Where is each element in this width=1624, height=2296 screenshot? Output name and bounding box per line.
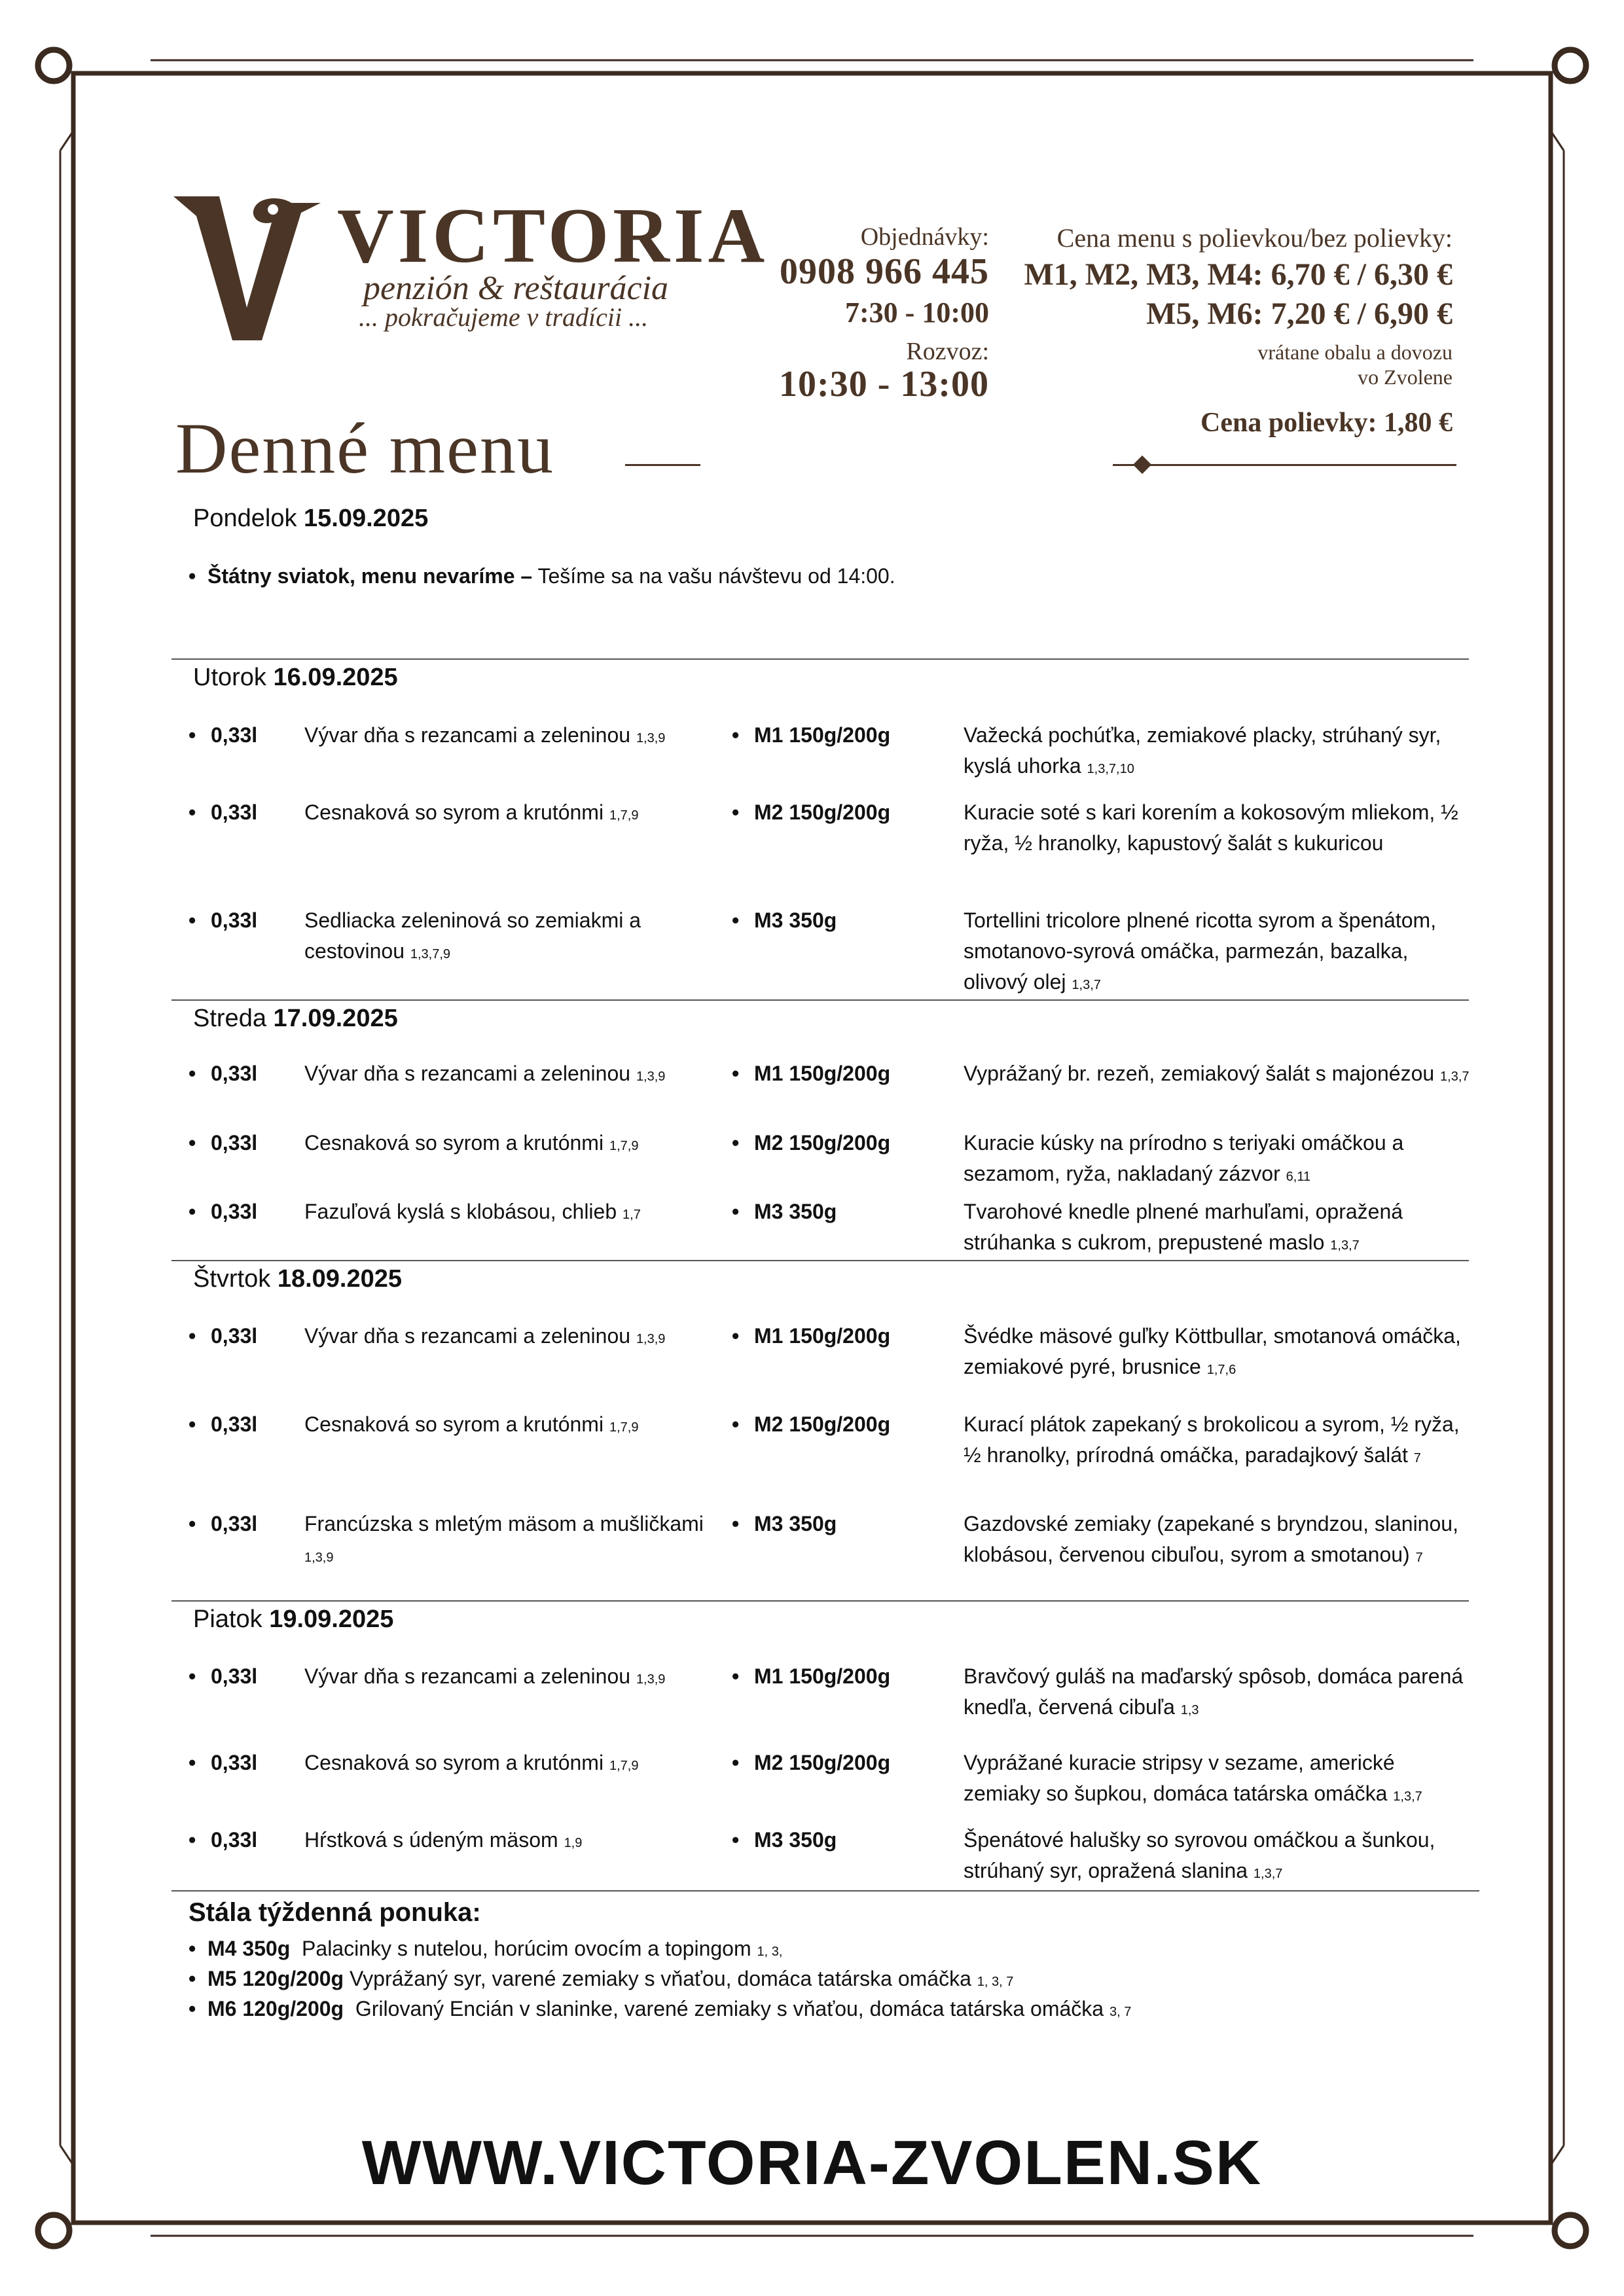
meal-description: Važecká pochúťka, zemiakové placky, strúhaný syr, kyslá uhorka 1,3,7,10 bbox=[964, 723, 1441, 778]
victoria-logo-icon bbox=[173, 196, 321, 340]
meal-code: M1 150g/200g bbox=[754, 1062, 891, 1085]
soup-name: Vývar dňa s rezancami a zeleninou 1,3,9 bbox=[304, 1664, 666, 1688]
meal-description: Kuracie kúsky na prírodno s teriyaki omáčkou a sezamom, ryža, nakladaný zázvor 6,11 bbox=[964, 1131, 1404, 1185]
soup-volume: 0,33l bbox=[211, 1664, 258, 1688]
weekly-item: • M4 350g Palacinky s nutelou, horúcim ovocím a topingom 1, 3, bbox=[189, 1937, 783, 1960]
brand-tagline: ... pokračujeme v tradícii ... bbox=[359, 302, 649, 332]
day-heading-tuesday bbox=[193, 663, 398, 693]
soup-volume: 0,33l bbox=[211, 1062, 258, 1085]
divider bbox=[171, 999, 1469, 1001]
order-phone: 0908 966 445 bbox=[780, 251, 989, 292]
meal-code: M2 150g/200g bbox=[754, 1131, 891, 1155]
order-label: Objednávky: bbox=[860, 223, 989, 251]
meal-description: Tvarohové knedle plnené marhuľami, opražená strúhanka s cukrom, prepustené maslo 1,3,7 bbox=[964, 1200, 1403, 1254]
weekly-item-code: M4 350g bbox=[207, 1937, 291, 1960]
soup-name: Cesnaková so syrom a krutónmi 1,7,9 bbox=[304, 800, 639, 824]
meal-description: Kurací plátok zapekaný s brokolicou a syrom, ½ ryža, ½ hranolky, prírodná omáčka, paradajkový šalát 7 bbox=[964, 1412, 1460, 1467]
day-date: 19.09.2025 bbox=[269, 1605, 394, 1633]
holiday-notice-bold: Štátny sviatok, menu nevaríme – bbox=[207, 564, 533, 588]
title-divider bbox=[625, 464, 700, 466]
soup-name: Cesnaková so syrom a krutónmi 1,7,9 bbox=[304, 1751, 639, 1774]
day-date: 17.09.2025 bbox=[273, 1005, 398, 1032]
soup-volume: 0,33l bbox=[211, 1131, 258, 1155]
meal-code: M3 350g bbox=[754, 1828, 837, 1852]
divider bbox=[171, 1600, 1469, 1602]
holiday-notice-text: Tešíme sa na vašu návštevu od 14:00. bbox=[532, 564, 895, 588]
soup-volume: 0,33l bbox=[211, 1828, 258, 1852]
weekly-item-text: Vyprážaný syr, varené zemiaky s vňaťou, domáca tatárska omáčka bbox=[344, 1967, 971, 1990]
soup-name: Francúzska s mletým mäsom a mušličkami 1,3,9 bbox=[304, 1512, 704, 1565]
meal-code: M3 350g bbox=[754, 1512, 837, 1535]
day-name: Piatok bbox=[193, 1605, 262, 1633]
weekly-item-text: Palacinky s nutelou, horúcim ovocím a topingom bbox=[290, 1937, 751, 1960]
divider bbox=[171, 1890, 1479, 1892]
meal-description: Švédke mäsové guľky Köttbullar, smotanová omáčka, zemiakové pyré, brusnice 1,7,6 bbox=[964, 1324, 1461, 1378]
soup-volume: 0,33l bbox=[211, 1324, 258, 1348]
brand-name: VICTORIA bbox=[337, 192, 769, 279]
weekly-offer-title: Stála týždenná ponuka: bbox=[189, 1898, 481, 1927]
day-date: 15.09.2025 bbox=[304, 505, 429, 532]
meal-code: M1 150g/200g bbox=[754, 723, 891, 747]
divider bbox=[171, 658, 1469, 660]
brand-subtitle: penzión & reštaurácia bbox=[363, 270, 669, 307]
day-heading-wednesday bbox=[193, 1004, 398, 1034]
soup-name: Vývar dňa s rezancami a zeleninou 1,3,9 bbox=[304, 723, 666, 747]
day-heading-monday bbox=[193, 504, 428, 534]
price-line-m1-m4: M1, M2, M3, M4: 6,70 € / 6,30 € bbox=[1024, 257, 1453, 292]
meal-description: Vyprážaný br. rezeň, zemiakový šalát s majonézou 1,3,7 bbox=[964, 1062, 1470, 1085]
meal-code: M2 150g/200g bbox=[754, 800, 891, 824]
weekly-item: • M6 120g/200g Grilovaný Encián v slaninke, varené zemiaky s vňaťou, domáca tatárska omáčka 3, 7 bbox=[189, 1997, 1132, 2020]
meal-code: M1 150g/200g bbox=[754, 1324, 891, 1348]
meal-code: M2 150g/200g bbox=[754, 1412, 891, 1436]
day-date: 16.09.2025 bbox=[273, 664, 398, 691]
meal-description: Gazdovské zemiaky (zapekané s bryndzou, slaninou, klobásou, červenou cibuľou, syrom a smotanou) 7 bbox=[964, 1512, 1458, 1566]
day-heading-friday bbox=[193, 1605, 393, 1635]
price-header: Cena menu s polievkou/bez polievky: bbox=[1056, 223, 1453, 253]
price-divider bbox=[1113, 464, 1456, 466]
day-name: Utorok bbox=[193, 664, 266, 691]
divider bbox=[171, 1260, 1469, 1261]
soup-volume: 0,33l bbox=[211, 1200, 258, 1223]
soup-name: Sedliacka zeleninová so zemiakmi a cestovinou 1,3,7,9 bbox=[304, 908, 641, 963]
day-name: Štvrtok bbox=[193, 1265, 271, 1293]
soup-volume: 0,33l bbox=[211, 723, 258, 747]
meal-description: Kuracie soté s kari korením a kokosovým mliekom, ½ ryža, ½ hranolky, kapustový šalát s kukuricou bbox=[964, 800, 1458, 855]
meal-description: Tortellini tricolore plnené ricotta syrom a špenátom, smotanovo-syrová omáčka, parmezán, bazalka, olivový olej 1,3,7 bbox=[964, 908, 1437, 994]
allergens: 1, 3, 7 bbox=[977, 1975, 1014, 1989]
soup-name: Cesnaková so syrom a krutónmi 1,7,9 bbox=[304, 1131, 639, 1155]
soup-name: Cesnaková so syrom a krutónmi 1,7,9 bbox=[304, 1412, 639, 1436]
meal-description: Vyprážané kuracie stripsy v sezame, americké zemiaky so šupkou, domáca tatárska omáčka 1,3,7 bbox=[964, 1751, 1422, 1805]
delivery-label: Rozvoz: bbox=[906, 338, 989, 365]
price-note-1: vrátane obalu a dovozu bbox=[1257, 340, 1453, 364]
allergens: 1, 3, bbox=[757, 1945, 783, 1959]
meal-description: Bravčový guláš na maďarský spôsob, domáca parená knedľa, červená cibuľa 1,3 bbox=[964, 1664, 1464, 1719]
soup-name: Fazuľová kyslá s klobásou, chlieb 1,7 bbox=[304, 1200, 641, 1223]
day-name: Pondelok bbox=[193, 505, 297, 532]
soup-name: Vývar dňa s rezancami a zeleninou 1,3,9 bbox=[304, 1062, 666, 1085]
holiday-notice: • Štátny sviatok, menu nevaríme – Tešíme sa na vašu návštevu od 14:00. bbox=[189, 564, 895, 588]
page-title: Denné menu bbox=[175, 408, 554, 488]
weekly-item: • M5 120g/200g Vyprážaný syr, varené zemiaky s vňaťou, domáca tatárska omáčka 1, 3, 7 bbox=[189, 1967, 1014, 1990]
weekly-item-text: Grilovaný Encián v slaninke, varené zemiaky s vňaťou, domáca tatárska omáčka bbox=[344, 1997, 1104, 2020]
allergens: 3, 7 bbox=[1109, 2005, 1132, 2019]
price-line-m5-m6: M5, M6: 7,20 € / 6,90 € bbox=[1146, 296, 1453, 331]
soup-volume: 0,33l bbox=[211, 800, 258, 824]
day-date: 18.09.2025 bbox=[277, 1265, 402, 1293]
order-hours: 7:30 - 10:00 bbox=[845, 296, 989, 329]
delivery-hours: 10:30 - 13:00 bbox=[779, 364, 989, 404]
meal-code: M3 350g bbox=[754, 908, 837, 932]
soup-volume: 0,33l bbox=[211, 1512, 258, 1535]
weekly-item-code: M5 120g/200g bbox=[207, 1967, 344, 1990]
meal-description: Špenátové halušky so syrovou omáčkou a šunkou, strúhaný syr, opražená slanina 1,3,7 bbox=[964, 1828, 1435, 1882]
soup-volume: 0,33l bbox=[211, 908, 258, 932]
meal-code: M2 150g/200g bbox=[754, 1751, 891, 1774]
price-note-2: vo Zvolene bbox=[1358, 365, 1453, 389]
weekly-item-code: M6 120g/200g bbox=[207, 1997, 344, 2020]
meal-code: M1 150g/200g bbox=[754, 1664, 891, 1688]
meal-code: M3 350g bbox=[754, 1200, 837, 1223]
soup-name: Vývar dňa s rezancami a zeleninou 1,3,9 bbox=[304, 1324, 666, 1348]
day-name: Streda bbox=[193, 1005, 266, 1032]
day-heading-thursday bbox=[193, 1265, 402, 1295]
soup-volume: 0,33l bbox=[211, 1751, 258, 1774]
soup-price: Cena polievky: 1,80 € bbox=[1200, 408, 1453, 438]
website-link[interactable]: WWW.VICTORIA-ZVOLEN.SK bbox=[361, 2128, 1263, 2198]
soup-volume: 0,33l bbox=[211, 1412, 258, 1436]
soup-name: Hŕstková s údeným mäsom 1,9 bbox=[304, 1828, 583, 1852]
